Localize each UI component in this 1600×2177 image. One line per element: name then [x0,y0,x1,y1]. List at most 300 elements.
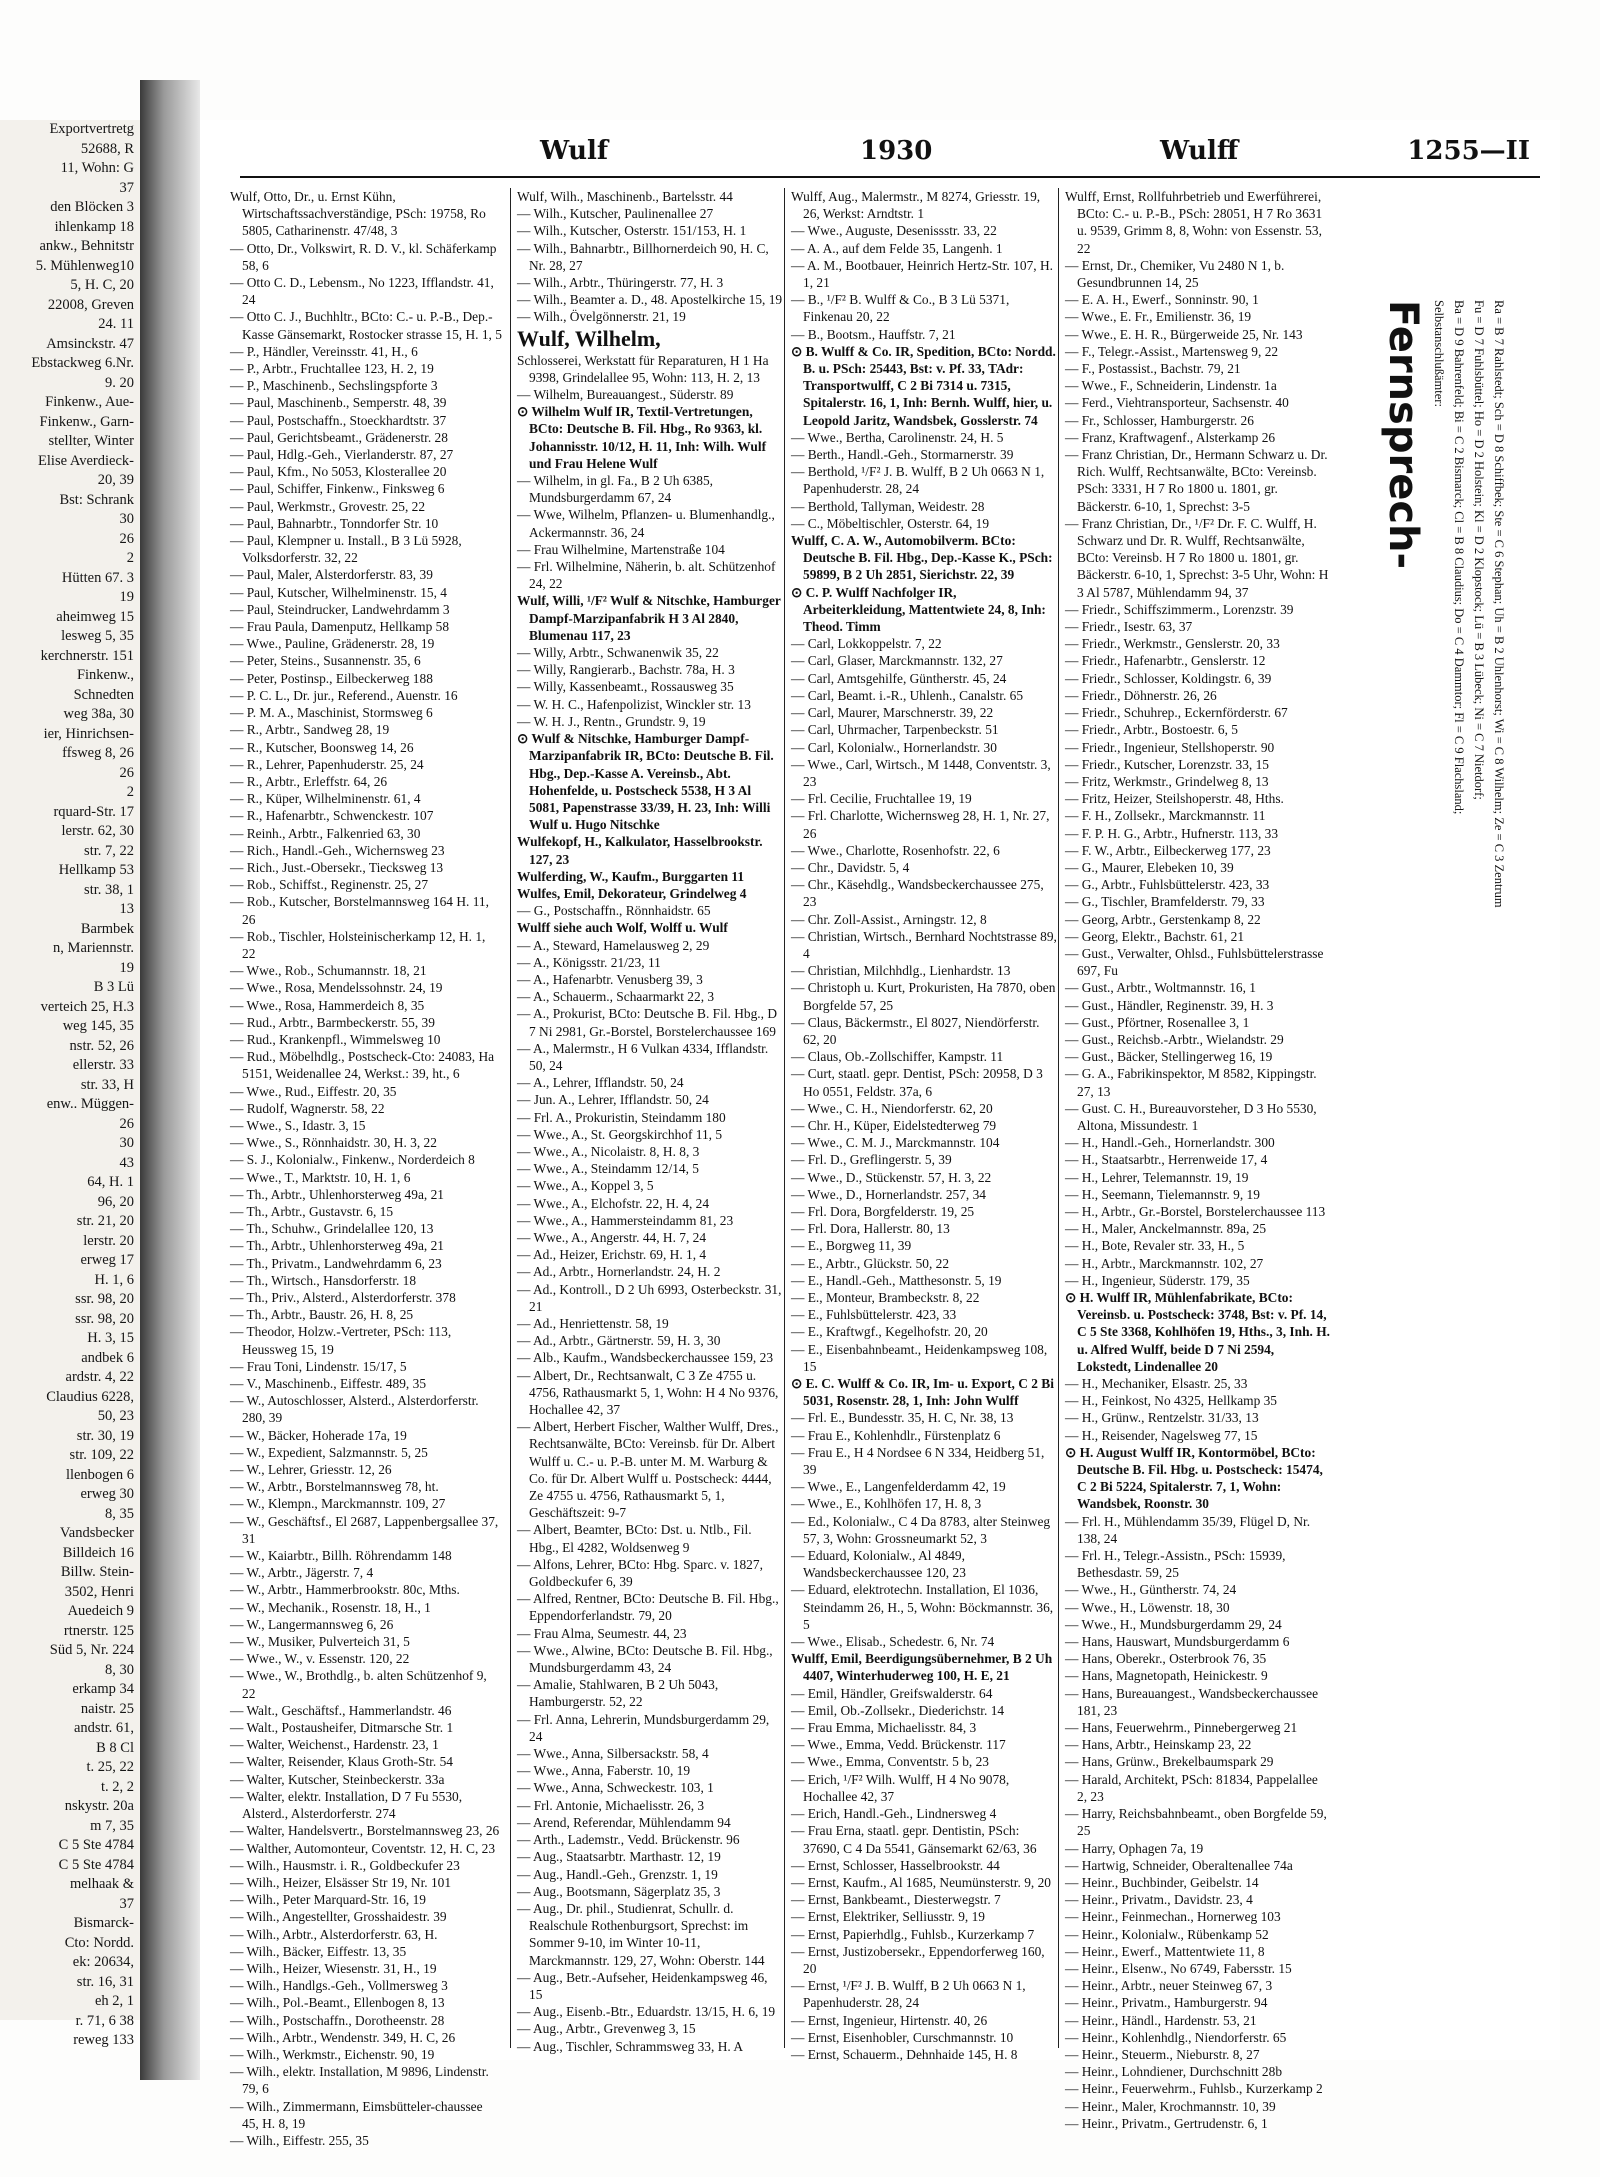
directory-entry: — A., Prokurist, BCto: Deutsche B. Fil. Hbg., D 7 Ni 2981, Gr.-Borstel, Borstelerchaussee 169 [517,1006,778,1039]
directory-entry: — Rud., Arbtr., Barmbeckerstr. 55, 39 [230,1014,435,1030]
directory-entry: — Berthold, Tallyman, Weidestr. 28 [791,498,985,514]
previous-page-fragment [0,120,143,2048]
directory-entry: Wulff, Aug., Malermstr., M 8274, Griesstr. 19, 26, Werkst: Arndtstr. 1 [791,189,1041,222]
fragment-line: Vandsbecker [59,1525,134,1541]
directory-entry: — E., Handl.-Geh., Matthesonstr. 5, 19 [791,1272,1002,1288]
directory-entry: — Wwe., T., Marktstr. 10, H. 1, 6 [230,1169,411,1185]
directory-entry: — Wwe., Emma, Vedd. Brückenstr. 117 [791,1737,1006,1753]
directory-entry: — W., Expedient, Salzmannstr. 5, 25 [230,1444,428,1460]
directory-entry: — Walter, Reisender, Klaus Groth-Str. 54 [230,1754,453,1770]
fragment-line: andbek 6 [81,1349,134,1366]
fragment-line: 26 [119,530,134,547]
directory-entry: — Ernst, Papierhdlg., Fuhlsb., Kurzerkamp 7 [791,1926,1035,1942]
directory-entry: — Heinr., Privatm., Davidstr. 23, 4 [1065,1892,1253,1908]
directory-entry: — Heinr., Händl., Hardenstr. 53, 21 [1065,2012,1257,2028]
directory-entry: — Wilh., Hausmstr. i. R., Goldbeckufer 23 [230,1857,460,1873]
directory-entry: — Friedr., Ingenieur, Stellshoperstr. 90 [1065,739,1275,755]
directory-entry: — Harry, Reichsbahnbeamt., oben Borgfelde 59, 25 [1065,1806,1327,1839]
directory-entry: — Wwe., Rud., Eiffestr. 20, 35 [230,1083,397,1099]
directory-entry: Wulfekopf, H., Kalkulator, Hasselbrookstr. 127, 23 [517,834,763,867]
directory-entry: — Berthold, ¹/F² J. B. Wulff, B 2 Uh 0663 N 1, Papenhuderstr. 28, 24 [791,464,1045,497]
fragment-line: erweg 30 [80,1486,134,1502]
directory-entry: — H., Ingenieur, Süderstr. 179, 35 [1065,1272,1250,1288]
fragment-line: Auedeich 9 [67,1603,134,1619]
directory-entry: — Fritz, Werkmstr., Grindelweg 8, 13 [1065,773,1269,789]
column-1 [230,188,502,2148]
directory-entry: — Th., Schuhw., Grindelallee 120, 13 [230,1221,434,1237]
directory-entry: — Rich., Just.-Obersekr., Tiecksweg 13 [230,859,444,875]
fragment-line: str. 38, 1 [84,881,134,898]
directory-entry: — Ernst, Schauerm., Dehnhaide 145, H. 8 [791,2046,1018,2062]
fragment-line: weg 145, 35 [62,1018,134,1034]
directory-entry: — Wilh., Bäcker, Eiffestr. 13, 35 [230,1943,407,1959]
entry-columns [230,188,1330,2148]
directory-entry: — Franz, Kraftwagenf., Alsterkamp 26 [1065,429,1276,445]
directory-entry: — W., Kaiarbtr., Billh. Röhrendamm 148 [230,1548,452,1564]
fragment-line: 3502, Henri [64,1583,134,1600]
directory-entry: — H., Arbtr., Marckmannstr. 102, 27 [1065,1255,1264,1271]
directory-entry: — Wwe., Carl, Wirtsch., M 1448, Conventstr. 3, 23 [791,756,1051,789]
directory-entry: — Wwe., S., Idastr. 3, 15 [230,1117,366,1133]
directory-entry: — Wwe., H., Güntherstr. 74, 24 [1065,1582,1237,1598]
fragment-line: str. 16, 31 [76,1973,134,1990]
directory-entry: — Friedr., Schiffszimmerm., Lorenzstr. 39 [1065,601,1294,617]
fragment-line: lesweg 5, 35 [61,628,134,644]
fragment-line: 5. Mühlenweg10 [35,257,134,274]
directory-entry: — Peter, Steins., Susannenstr. 35, 6 [230,653,421,669]
directory-entry: — E., Monteur, Brambeckstr. 8, 22 [791,1290,980,1305]
directory-entry: — Wwe., W., Brothdlg., b. alten Schützenhof 9, 22 [230,1668,487,1701]
fragment-line: den Blöcken 3 [50,199,134,215]
directory-entry: — Alfred, Rentner, BCto: Deutsche B. Fil. Hbg., Eppendorferlandstr. 79, 20 [517,1591,779,1624]
page-number: 1255—II [1407,136,1530,166]
directory-entry: — Wwe., Pauline, Grädenerstr. 28, 19 [230,636,435,652]
directory-entry: — G., Tischler, Bramfelderstr. 79, 33 [1065,894,1265,910]
directory-entry: — Frau Alma, Seumestr. 44, 23 [517,1625,687,1641]
directory-entry: — P., Maschinenb., Sechslingspforte 3 [230,378,438,394]
directory-entry: — W., Klempn., Marckmannstr. 109, 27 [230,1496,446,1512]
directory-entry: — Paul, Postschaffn., Stoeckhardtstr. 37 [230,412,447,428]
directory-entry: — Albert, Herbert Fischer, Walther Wulff, Dres., Rechtsanwälte, BCto: Vereinsb. für Dr. Albert Wulff u. C.- u. P.-B. unter M. M. Warburg & Co. für Dr. Albert Wulff u. Postscheck: 4444, Ze 4755 u. 4756, Rathausmarkt 5, 1, Geschäftszeit: 9-7 [517,1419,779,1521]
fragment-line: 24. 11 [98,316,134,332]
directory-entry: — Fr., Schlosser, Hamburgerstr. 26 [1065,412,1254,428]
directory-entry: — H., Reisender, Nagelsweg 77, 15 [1065,1427,1258,1443]
fragment-line: H. 3, 15 [87,1330,134,1346]
directory-entry: — Frau E., Kohlenhdlr., Fürstenplatz 6 [791,1427,1001,1443]
directory-entry: ⊙ C. P. Wulff Nachfolger IR, Arbeiterkleidung, Mattentwiete 24, 8, Inh: Theod. Timm [791,584,1046,635]
directory-entry: — Ernst, Kaufm., Al 1685, Neumünsterstr. 9, 20 [791,1874,1051,1890]
fragment-line: 52688, R [80,140,134,157]
directory-entry: — Aug., Staatsarbtr. Marthastr. 12, 19 [517,1849,721,1865]
book-gutter [140,80,200,2080]
directory-entry: — Wilh., Arbtr., Wendenstr. 349, H. C, 26 [230,2029,456,2045]
fragment-line: 50, 23 [97,1408,134,1424]
directory-entry: — Rob., Tischler, Holsteinischerkamp 12, H. 1, 22 [230,928,486,961]
directory-entry: — Heinr., Steuerm., Nieburstr. 8, 27 [1065,2046,1260,2062]
fragment-line: 19 [119,959,134,976]
directory-entry: — E. A. H., Ewerf., Sonninstr. 90, 1 [1065,292,1259,308]
directory-entry: — Paul, Steindrucker, Landwehrdamm 3 [230,601,450,617]
directory-entry: — E., Kraftwgf., Kegelhofstr. 20, 20 [791,1324,988,1340]
fragment-line: 30 [119,1135,134,1151]
fragment-line: ek: 20634, [72,1954,134,1970]
directory-entry: — Heinr., Feinmechan., Hornerweg 103 [1065,1909,1281,1925]
directory-entry: — Franz Christian, Dr., Hermann Schwarz u. Dr. Rich. Wulff, Rechtsanwälte, BCto: Vereinsb. PSch: 3331, H 7 Ro 1800 u. 1801, gr. Bäckerstr. 6-10, 1, Sprechst: 3-5 [1065,447,1328,514]
directory-entry: — Wwe., H., Löwenstr. 18, 30 [1065,1599,1230,1615]
directory-entry: — W., Bäcker, Hoherade 17a, 19 [230,1427,407,1443]
fragment-line: C 5 Ste 4784 [58,1837,134,1853]
directory-entry: — Frl. E., Bundesstr. 35, H. C, Nr. 38, 13 [791,1410,1014,1426]
directory-entry: — R., Küper, Wilhelminenstr. 61, 4 [230,791,421,807]
directory-entry: — Wwe., D., Hornerlandstr. 257, 34 [791,1186,987,1202]
directory-entry: — Frau Emma, Michaelisstr. 84, 3 [791,1720,977,1736]
directory-entry: Wulf, Otto, Dr., u. Ernst Kühn, Wirtschaftssachverständige, PSch: 19758, Ro 5805, Catharinenstr. 47/48, 3 [230,189,486,239]
fragment-line: Amsinckstr. 47 [46,335,134,352]
fragment-line: Claudius 6228, [46,1388,134,1405]
directory-entry: — E., Eisenbahnbeamt., Heidenkampsweg 108, 15 [791,1341,1048,1374]
fragment-line: ellerstr. 33 [72,1057,134,1073]
fragment-line: 96, 20 [97,1193,134,1210]
fragment-line: stellter, Winter [48,433,134,449]
fragment-line: naistr. 25 [80,1700,134,1717]
directory-entry: — Paul, Gerichtsbeamt., Grädenerstr. 28 [230,429,448,445]
directory-entry: ⊙ E. C. Wulff & Co. IR, Im- u. Export, C 2 Bi 5031, Rosenstr. 28, 1, Inh: John Wulff [791,1376,1054,1409]
directory-entry: — Claus, Ob.-Zollschiffer, Kampstr. 11 [791,1049,1004,1065]
fragment-line: 11, Wohn: G [60,160,134,176]
directory-entry: — W., Musiker, Pulverteich 31, 5 [230,1634,410,1650]
directory-entry: — Heinr., Arbtr., neuer Steinweg 67, 3 [1065,1978,1273,1994]
directory-entry: ⊙ B. Wulff & Co. IR, Spedition, BCto: Nordd. B. u. PSch: 25443, Bst: v. Pf. 33, TAdr: Transportwulff, C 2 Bi 7314 u. 7315, Spitalerstr. 16, 1, Inh: Bernh. Wulff, hier, u. Leopold Jaritz, Wandsbek, Gosslerstr. 74 [791,343,1056,428]
fragment-line: eh 2, 1 [94,1993,134,2009]
directory-entry: — Rob., Kutscher, Borstelmannsweg 164 H. 11, 26 [230,894,489,927]
directory-entry: — Aug., Tischler, Schrammsweg 33, H. A [517,2038,743,2054]
directory-entry: — H., Grünw., Rentzelstr. 31/33, 13 [1065,1410,1259,1426]
fragment-line: t. 25, 22 [86,1759,134,1775]
directory-entry: — Willy, Arbtr., Schwanenwik 35, 22 [517,645,719,661]
directory-entry: — P., Arbtr., Fruchtallee 123, H. 2, 19 [230,361,434,377]
directory-entry: — Heinr., Maler, Krochmannstr. 10, 39 [1065,2098,1276,2114]
directory-entry: — Ernst, Schlosser, Hasselbrookstr. 44 [791,1857,1000,1873]
directory-entry: — H., Bote, Revaler str. 33, H., 5 [1065,1238,1245,1254]
directory-entry: — Ad., Arbtr., Gärtnerstr. 59, H. 3, 30 [517,1333,721,1349]
directory-entry: ⊙ Wilhelm Wulf IR, Textil-Vertretungen, BCto: Deutsche B. Fil. Hbg., Ro 9363, kl. Johannisstr. 10/12, H. 11, Inh: Wilh. Wulf und Frau Helene Wulf [517,404,767,471]
fragment-line: verteich 25, H.3 [40,998,134,1015]
directory-entry: — Aug., Handl.-Geh., Grenzstr. 1, 19 [517,1866,718,1882]
fragment-line: Finkenw., [76,667,134,683]
fragment-line: r. 71, 6 38 [75,2012,134,2029]
directory-entry: — E., Fuhlsbüttelerstr. 423, 33 [791,1307,957,1323]
fragment-line: 22008, Greven [47,296,134,313]
directory-entry: — R., Hafenarbtr., Schwenckestr. 107 [230,808,434,824]
directory-entry: — Paul, Maler, Alsterdorferstr. 83, 39 [230,567,433,583]
directory-entry: — Rich., Handl.-Geh., Wichernsweg 23 [230,842,445,858]
directory-entry: — Willy, Kassenbeamt., Rossausweg 35 [517,679,734,695]
directory-entry: — Wwe., W., v. Essenstr. 120, 22 [230,1651,410,1667]
fragment-line: 5, H. C, 20 [70,277,134,293]
fragment-line: 37 [119,179,134,196]
fragment-line: ssr. 98, 20 [75,1310,134,1327]
directory-entry: — Aug., Betr.-Aufseher, Heidenkampsweg 46, 15 [517,1969,768,2002]
fragment-line: melhaak & [69,1876,134,1892]
directory-entry: — Ad., Heizer, Erichstr. 69, H. 1, 4 [517,1247,707,1263]
fragment-line: Finkenw., Aue- [45,394,134,410]
directory-entry: — Ernst, Elektriker, Selliusstr. 9, 19 [791,1909,985,1925]
directory-entry: — Gust., Bäcker, Stellingerweg 16, 19 [1065,1049,1273,1065]
directory-entry: — A., Malermstr., H 6 Vulkan 4334, Ifflandstr. 50, 24 [517,1040,769,1073]
directory-entry: — Ernst, Justizobersekr., Eppendorferweg 160, 20 [791,1943,1045,1976]
directory-entry: — W., Geschäftsf., El 2687, Lappenbergsallee 37, 31 [230,1513,499,1546]
directory-entry: — Wwe., Auguste, Desenissstr. 33, 22 [791,223,997,239]
directory-entry: — Chr., Davidstr. 5, 4 [791,859,910,875]
directory-entry: — Paul, Bahnarbtr., Tonndorfer Str. 10 [230,515,439,531]
directory-entry: — A., Hafenarbtr. Venusberg 39, 3 [517,971,703,987]
directory-entry: — H., Handl.-Geh., Hornerlandstr. 300 [1065,1135,1275,1151]
directory-entry: — Peter, Postinsp., Eilbeckerweg 188 [230,670,433,686]
directory-entry: — Ad., Arbtr., Hornerlandstr. 24, H. 2 [517,1264,721,1280]
directory-entry: — Wwe., A., Koppel 3, 5 [517,1178,654,1194]
directory-entry: — Wwe., E., Kohlhöfen 17, H. 8, 3 [791,1496,982,1512]
directory-entry: — Frau E., H 4 Nordsee 6 N 334, Heidberg 51, 39 [791,1444,1045,1478]
fragment-line: 2 [126,550,134,566]
sidebar-title: Fernsprech- [1380,300,1426,570]
directory-entry: — Hans, Arbtr., Heinskamp 23, 22 [1065,1737,1252,1753]
fragment-line: t. 2, 2 [100,1778,134,1795]
sidebar-line: Fu = D 7 Fuhlsbüttel; Ho = D 2 Holstein; Kl = D 2 Klopstock; Lü = B 3 Lübeck; Ni = C 7 Nietdorf; [1472,300,1486,800]
directory-entry: — Claus, Bäckermstr., El 8027, Niendörferstr. 62, 20 [791,1014,1040,1047]
directory-entry: — Harry, Ophagen 7a, 19 [1065,1840,1204,1856]
directory-entry: Wulf, Willi, ¹/F² Wulf & Nitschke, Hamburger Dampf-Marzipanfabrik H 3 Al 2840, Blumenau 117, 23 [517,593,781,643]
directory-entry: — Frl. A., Prokuristin, Steindamm 180 [517,1109,726,1125]
directory-entry: — Paul, Schiffer, Finkenw., Finksweg 6 [230,481,445,497]
directory-entry: Wulff, C. A. W., Automobilverm. BCto: Deutsche B. Fil. Hbg., Dep.-Kasse K., PSch: 59899, B 2 Uh 2851, Sierichstr. 22, 39 [791,533,1053,583]
directory-entry: — Christoph u. Kurt, Prokuristen, Ha 7870, oben Borgfelde 57, 25 [791,980,1056,1013]
directory-entry: — Paul, Kfm., No 5053, Klosterallee 20 [230,464,447,480]
directory-entry: — Carl, Maurer, Marschnerstr. 39, 22 [791,705,994,721]
directory-entry: — Friedr., Schuhrep., Eckernförderstr. 67 [1065,705,1288,721]
directory-entry: — Wwe., F., Schneiderin, Lindenstr. 1a [1065,378,1277,394]
directory-entry: — Hans, Feuerwehrm., Pinnebergerweg 21 [1065,1720,1298,1736]
fragment-line: Exportvertretg [49,121,134,137]
directory-entry: — Wwe., Rosa, Mendelssohnstr. 24, 19 [230,980,443,996]
directory-entry: — B., ¹/F² B. Wulff & Co., B 3 Lü 5371, Finkenau 20, 22 [791,292,1010,325]
directory-entry: — Th., Arbtr., Baustr. 26, H. 8, 25 [230,1307,414,1323]
directory-entry: — Wilh., Heizer, Elsässer Str 19, Nr. 101 [230,1874,452,1890]
directory-entry: — Gust., Verwalter, Ohlsd., Fuhlsbüttelerstrasse 697, Fu [1065,945,1324,979]
directory-entry: — Rud., Krankenpfl., Wimmelsweg 10 [230,1031,441,1047]
fragment-line: str. 109, 22 [69,1447,134,1463]
fragment-line: str. 7, 22 [84,842,134,859]
directory-entry: — Arth., Lademstr., Vedd. Brückenstr. 96 [517,1832,740,1848]
fragment-line: nskystr. 20a [64,1798,134,1814]
directory-entry: — Wwe., Rob., Schumannstr. 18, 21 [230,963,427,979]
directory-entry: — Rudolf, Wagnerstr. 58, 22 [230,1100,385,1116]
directory-entry: — C., Möbeltischler, Osterstr. 64, 19 [791,515,990,531]
directory-entry: Schlosserei, Werkstatt für Reparaturen, H 1 Ha 9398, Grindelallee 95, Wohn: 113, H. 2, 13 [517,352,769,385]
directory-entry: — F., Postassist., Bachstr. 79, 21 [1065,361,1241,377]
directory-entry: — R., Arbtr., Sandweg 28, 19 [230,722,390,738]
column-2 [510,188,783,2054]
fragment-line: B 3 Lü [93,979,134,995]
directory-entry: — Wwe., Emma, Conventstr. 5 b, 23 [791,1754,989,1770]
directory-entry: — Amalie, Stahlwaren, B 2 Uh 5043, Hamburgerstr. 52, 22 [517,1677,719,1710]
fragment-line: ankw., Behnitstr [39,238,134,254]
directory-entry: — P. M. A., Maschinist, Stormsweg 6 [230,705,433,721]
directory-entry: — Wwe., Rosa, Hammerdeich 8, 35 [230,997,425,1013]
directory-entry: — Frl. Dora, Hallerstr. 80, 13 [791,1221,950,1237]
directory-entry: — Albert, Beamter, BCto: Dst. u. Ntlb., Fil. Hbg., El 4282, Woldsenweg 9 [517,1522,752,1555]
directory-entry: — A. M., Bootbauer, Heinrich Hertz-Str. 107, H. 1, 21 [791,257,1054,291]
directory-entry: — Friedr., Döhnerstr. 26, 26 [1065,687,1217,703]
directory-entry: ⊙ H. Wulff IR, Mühlenfabrikate, BCto: Vereinsb. u. Postscheck: 3748, Bst: v. Pf. 14, C 5 Ste 3368, Kohlhöfen 19, Hths., 3, Inh. H. u. Alfred Wulff, beide D 7 Ni 2594, Lokstedt, Lindenallee 20 [1065,1290,1330,1374]
directory-entry: — Wilh., Handlgs.-Geh., Vollmersweg 3 [230,1978,448,1994]
fragment-line: 37 [119,1895,134,1912]
fragment-line: ffsweg 8, 26 [62,745,134,761]
directory-entry: — Wwe., E., Langenfelderdamm 42, 19 [791,1479,1006,1495]
sidebar-line: Ba = D 9 Bahrenfeld; Bi = C 2 Bismarck; Cl = B 8 Claudius; Do = C 4 Dammtor; Fl = C 9 Flachsland; [1452,300,1466,815]
directory-entry: — W., Arbtr., Jägerstr. 7, 4 [230,1565,374,1581]
directory-entry: — H., Staatsarbtr., Herrenweide 17, 4 [1065,1152,1268,1168]
directory-entry: — R., Kutscher, Boonsweg 14, 26 [230,739,414,755]
directory-entry: — Erich, ¹/F² Wilh. Wulff, H 4 No 9078, Hochallee 42, 37 [791,1771,1010,1804]
directory-entry: — Wwe., H., Mundsburgerdamm 29, 24 [1065,1616,1282,1632]
directory-entry: — F. W., Arbtr., Eilbeckerweg 177, 23 [1065,842,1271,858]
directory-entry: — Wwe., A., Hammersteindamm 81, 23 [517,1212,734,1228]
directory-entry: — Wwe., A., Elchofstr. 22, H. 4, 24 [517,1195,710,1211]
directory-entry: — Walter, Kutscher, Steinbeckerstr. 33a [230,1771,445,1787]
directory-entry: — Ad., Henriettenstr. 58, 19 [517,1316,669,1331]
directory-entry: — Paul, Klempner u. Install., B 3 Lü 5928, Volksdorferstr. 32, 22 [230,533,462,566]
directory-entry: — Chr., Käsehdlg., Wandsbeckerchaussee 275, 23 [791,877,1044,910]
directory-entry: — Walter, Handelsvertr., Borstelmannsweg 23, 26 [230,1823,500,1839]
directory-entry: — Hartwig, Schneider, Oberaltenallee 74a [1065,1857,1293,1873]
page-header [240,136,1540,178]
directory-entry: — Hans, Magnetopath, Heinickestr. 9 [1065,1668,1268,1684]
directory-entry: — Wwe., Anna, Faberstr. 10, 19 [517,1763,691,1779]
directory-entry: — Wilhelm, Bureauangest., Süderstr. 89 [517,387,734,403]
directory-entry: — Wilh., Kutscher, Paulinenallee 27 [517,206,714,222]
directory-entry: — Hans, Hauswart, Mundsburgerdamm 6 [1065,1634,1290,1650]
directory-entry: Wulff siehe auch Wolf, Wolff u. Wulf [517,920,728,936]
fragment-line: erweg 17 [80,1252,134,1268]
directory-entry: — H., Feinkost, No 4325, Hellkamp 35 [1065,1393,1278,1409]
directory-entry: — Eduard, elektrotechn. Installation, El 1036, Steindamm 26, H., 5, Wohn: Böckmannstr. 36, 5 [791,1582,1054,1632]
directory-entry: — G. A., Fabrikinspektor, M 8582, Kippingstr. 27, 13 [1065,1066,1317,1099]
directory-entry: — Frl. Charlotte, Wichernsweg 28, H. 1, Nr. 27, 26 [791,808,1050,841]
header-year: 1930 [860,136,933,166]
directory-entry: — Carl, Kolonialw., Hornerlandstr. 30 [791,739,997,755]
fragment-line: B 8 Cl [96,1739,134,1756]
fragment-line: reweg 133 [73,2032,134,2048]
directory-entry: — Frau Erna, staatl. gepr. Dentistin, PSch: 37690, C 4 Da 5541, Gänsemarkt 62/63, 36 [791,1823,1037,1856]
directory-entry: — Paul, Hdlg.-Geh., Vierlanderstr. 87, 27 [230,447,454,463]
directory-entry: — Wwe., Elisab., Schedestr. 6, Nr. 74 [791,1634,995,1650]
fragment-line: Elise Averdieck- [38,452,134,469]
directory-entry: — Wwe., Alwine, BCto: Deutsche B. Fil. Hbg., Mundsburgerdamm 43, 24 [517,1642,773,1676]
directory-entry: — Hans, Grünw., Brekelbaumspark 29 [1065,1754,1274,1770]
directory-entry: — Georg, Arbtr., Gerstenkamp 8, 22 [1065,911,1261,927]
directory-entry: — A., Lehrer, Ifflandstr. 50, 24 [517,1075,684,1091]
directory-entry: — Wilh., Postschaffn., Dorotheenstr. 28 [230,2012,445,2028]
directory-entry: — Th., Priv., Alsterd., Alsterdorferstr. 378 [230,1290,456,1305]
directory-entry: — Paul, Kutscher, Wilhelminenstr. 15, 4 [230,584,447,600]
directory-entry: — P. C. L., Dr. jur., Referend., Auenstr. 16 [230,687,458,703]
directory-entry: — Wwe., Bertha, Carolinenstr. 24, H. 5 [791,429,1004,445]
directory-entry: — Berth., Handl.-Geh., Stormarnerstr. 39 [791,447,1014,463]
fragment-line: 13 [119,901,134,917]
directory-entry: — Aug., Bootsmann, Sägerplatz 35, 3 [517,1883,721,1899]
directory-entry: — Gust., Arbtr., Woltmannstr. 16, 1 [1065,980,1256,996]
directory-entry: — Aug., Dr. phil., Studienrat, Schullr. d. Realschule Rothenburgsort, Sprechst: im Sommer 9-10, im Winter 10-11, Marckmannstr. 129, 27, Wohn: Oberstr. 144 [517,1900,765,1968]
directory-entry: — Walther, Automonteur, Coventstr. 12, H. C, 23 [230,1840,496,1856]
directory-entry: — Walt., Geschäftsf., Hammerlandstr. 46 [230,1702,452,1718]
directory-entry: — Wwe., D., Stückenstr. 57, H. 3, 22 [791,1169,992,1185]
directory-entry: — Heinr., Buchbinder, Geibelstr. 14 [1065,1874,1259,1890]
directory-entry: — V., Maschinenb., Eiffestr. 489, 35 [230,1376,427,1392]
directory-entry: — Carl, Glaser, Marckmannstr. 132, 27 [791,653,1003,669]
fragment-line: Billdeich 16 [62,1544,134,1561]
directory-entry: — Frl. Cecilie, Fruchtallee 19, 19 [791,791,972,807]
fragment-line: rquard-Str. 17 [53,803,134,820]
directory-entry: — Wwe., Anna, Silbersackstr. 58, 4 [517,1746,709,1762]
directory-entry: — G., Maurer, Elebeken 10, 39 [1065,859,1234,875]
directory-entry: — A. A., auf dem Felde 35, Langenh. 1 [791,240,1003,256]
fragment-line: 2 [126,784,134,800]
directory-entry: Wulf, Wilh., Maschinenb., Bartelsstr. 44 [517,189,733,204]
directory-entry: — A., Königsstr. 21/23, 11 [517,954,661,970]
directory-entry: — Heinr., Feuerwehrm., Fuhlsb., Kurzerkamp 2 [1065,2081,1323,2097]
header-left-keyword: Wulf [540,136,609,166]
directory-entry: Wulfes, Emil, Dekorateur, Grindelweg 4 [517,885,747,901]
directory-entry: — Wwe., E. Fr., Emilienstr. 36, 19 [1065,309,1252,325]
directory-entry: — Th., Arbtr., Gustavstr. 6, 15 [230,1203,394,1219]
directory-entry: — Heinr., Elsenw., No 6749, Fabersstr. 15 [1065,1960,1292,1976]
directory-entry: — Wilhelm, in gl. Fa., B 2 Uh 6385, Mundsburgerdamm 67, 24 [517,473,713,506]
directory-entry: — W., Arbtr., Borstelmannsweg 78, ht. [230,1479,439,1495]
fragment-line: 8, 35 [105,1505,134,1522]
directory-entry: — Fritz, Heizer, Steilshoperstr. 48, Hths. [1065,791,1284,807]
directory-entry: — H., Lehrer, Telemannstr. 19, 19 [1065,1169,1249,1185]
directory-entry: — Hans, Bureauangest., Wandsbeckerchaussee 181, 23 [1065,1685,1319,1718]
directory-entry: — Paul, Werkmstr., Grovestr. 25, 22 [230,498,426,514]
fragment-line: erkamp 34 [72,1681,134,1697]
directory-entry: — Ed., Kolonialw., C 4 Da 8783, alter Steinweg 57, 3, Wohn: Grossneumarkt 52, 3 [791,1513,1051,1546]
directory-entry: — Wwe., A., St. Georgskirchhof 11, 5 [517,1126,723,1142]
directory-entry: — Albert, Dr., Rechtsanwalt, C 3 Ze 4755 u. 4756, Rathausmarkt 5, 1, Wohn: H 4 No 9376, Hochallee 42, 37 [517,1367,779,1418]
directory-entry: — Wwe., E. H. R., Bürgerweide 25, Nr. 143 [1065,326,1303,342]
sidebar-line: Selbstanschlußämter: [1432,300,1446,407]
directory-entry: — Heinr., Privatm., Hamburgerstr. 94 [1065,1995,1268,2011]
directory-entry: — Hans, Oberekr., Osterbrook 76, 35 [1065,1651,1267,1667]
directory-entry: — Friedr., Werkmstr., Genslerstr. 20, 33 [1065,636,1280,652]
directory-entry: — Wilh., Peter Marquard-Str. 16, 19 [230,1892,426,1908]
fragment-line: Bst: Schrank [59,491,134,508]
directory-entry: — Th., Privatm., Landwehrdamm 6, 23 [230,1255,442,1271]
directory-entry: ⊙ H. August Wulff IR, Kontormöbel, BCto: Deutsche B. Fil. Hbg. u. Postscheck: 15474, C 2 Bi 5224, Spitalerstr. 7, 1, Wohn: Wandsbek, Roonstr. 30 [1065,1444,1323,1512]
directory-entry: Wulferding, W., Kaufm., Burggarten 11 [517,868,745,884]
fragment-line: weg 38a, 30 [63,706,134,722]
directory-entry: — Heinr., Lohndiener, Durchschnitt 28b [1065,2064,1283,2080]
directory-entry: — Alfons, Lehrer, BCto: Hbg. Sparc. v. 1827, Goldbeckufer 6, 39 [517,1556,763,1590]
telephone-exchange-sidebar [1380,300,1550,1300]
directory-entry: — A., Steward, Hamelausweg 2, 29 [517,937,710,953]
directory-entry: — F., Telegr.-Assist., Martensweg 9, 22 [1065,343,1279,359]
directory-entry: — Reinh., Arbtr., Falkenried 63, 30 [230,825,421,841]
directory-entry: — R., Lehrer, Papenhuderstr. 25, 24 [230,756,424,772]
directory-entry: — Friedr., Hafenarbtr., Genslerstr. 12 [1065,653,1266,669]
fragment-line: n, Mariennstr. [53,940,134,956]
fragment-line: 26 [119,764,134,781]
directory-entry: — Aug., Eisenb.-Btr., Eduardstr. 13/15, H. 6, 19 [517,2004,776,2020]
